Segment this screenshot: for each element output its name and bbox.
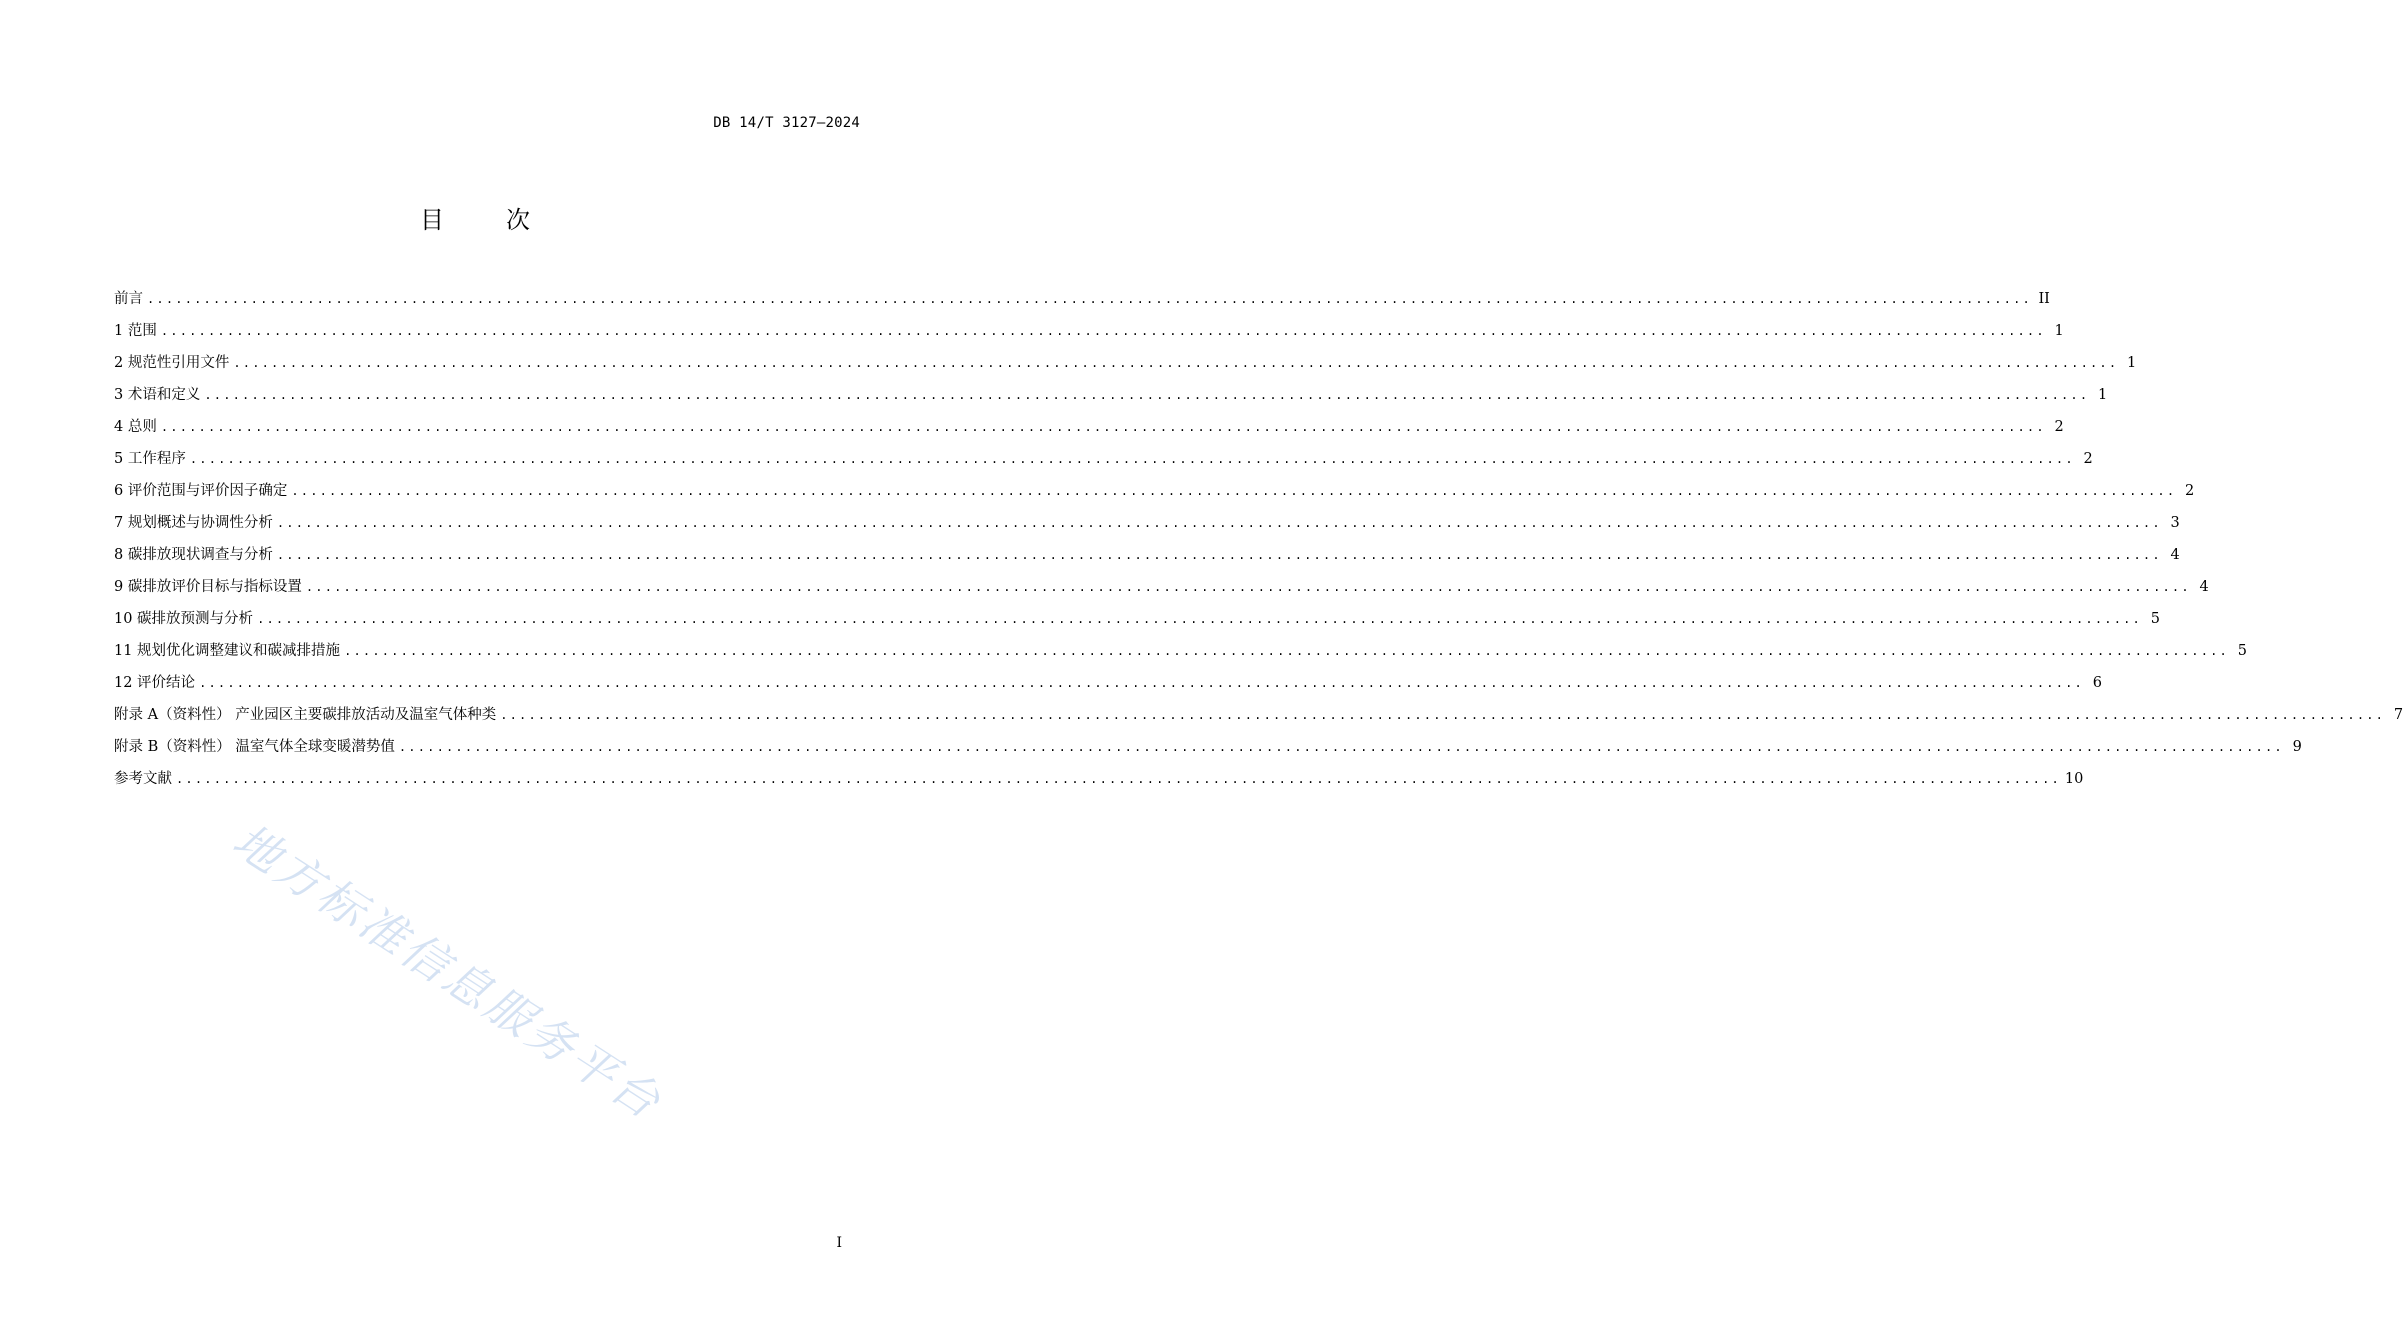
toc-dot-leader: ........................................................................................................................................................................................................ (500, 708, 2386, 722)
toc-entry[interactable] (114, 640, 2247, 672)
toc-entry-page: 2 (2083, 451, 2093, 467)
toc-entry-page: 1 (2127, 355, 2137, 371)
toc-entry[interactable] (114, 416, 2064, 448)
page-number: I (836, 1235, 842, 1251)
toc-entry-label: 1 范围 (114, 323, 157, 339)
toc-entry-label: 11 规划优化调整建议和碳减排措施 (114, 643, 341, 659)
toc-entry[interactable] (114, 768, 2084, 800)
toc-entry-page: 1 (2098, 387, 2108, 403)
toc-entry-label: 3 术语和定义 (114, 387, 201, 403)
toc-dot-leader: ........................................................................................................................................................................................................ (344, 644, 2229, 658)
toc-dot-leader: ........................................................................................................................................................................................................ (276, 548, 2162, 562)
toc-entry[interactable] (114, 288, 2050, 320)
toc-entry-label: 12 评价结论 (114, 675, 196, 691)
toc-dot-leader: ........................................................................................................................................................................................................ (291, 484, 2177, 498)
toc-entry-page: 5 (2150, 611, 2160, 627)
toc-entry-label: 前言 (114, 291, 143, 307)
toc-entry-page: 4 (2199, 579, 2209, 595)
toc-entry-label: 7 规划概述与协调性分析 (114, 515, 273, 531)
toc-dot-leader: ........................................................................................................................................................................................................ (189, 452, 2075, 466)
toc-entry[interactable] (114, 352, 2137, 384)
toc-dot-leader: ........................................................................................................................................................................................................ (147, 292, 2032, 306)
toc-entry[interactable] (114, 704, 2403, 736)
toc-entry-page: 7 (2393, 707, 2403, 723)
toc-entry[interactable] (114, 320, 2064, 352)
toc-entry[interactable] (114, 576, 2209, 608)
toc-entry-page: 3 (2170, 515, 2180, 531)
toc-dot-leader: ........................................................................................................................................................................................................ (305, 580, 2191, 594)
toc-entry-label: 9 碳排放评价目标与指标设置 (114, 579, 302, 595)
toc-entry-page: 4 (2170, 547, 2180, 563)
toc-entry-label: 参考文献 (114, 771, 172, 787)
toc-entry[interactable] (114, 384, 2108, 416)
toc-entry-label: 5 工作程序 (114, 451, 186, 467)
toc-dot-leader: ........................................................................................................................................................................................................ (160, 420, 2046, 434)
toc-dot-leader: ........................................................................................................................................................................................................ (176, 772, 2061, 786)
toc-entry-label: 2 规范性引用文件 (114, 355, 230, 371)
toc-entry-label: 附录 A（资料性） 产业园区主要碳排放活动及温室气体种类 (114, 707, 497, 723)
toc-entry[interactable] (114, 608, 2160, 640)
toc-entry-label: 附录 B（资料性） 温室气体全球变暖潜势值 (114, 739, 395, 755)
toc-entry-label: 10 碳排放预测与分析 (114, 611, 254, 627)
toc-dot-leader: ........................................................................................................................................................................................................ (233, 356, 2119, 370)
toc-entry[interactable] (114, 544, 2180, 576)
document-id: DB 14/T 3127—2024 (713, 115, 860, 131)
toc-entry-page: 10 (2064, 771, 2084, 787)
toc-entry-page: 6 (2092, 675, 2102, 691)
toc-dot-leader: ........................................................................................................................................................................................................ (276, 516, 2162, 530)
toc-entry-page: 2 (2185, 483, 2195, 499)
toc-entry[interactable] (114, 480, 2195, 512)
toc-dot-leader: ........................................................................................................................................................................................................ (204, 388, 2090, 402)
toc-entry[interactable] (114, 448, 2093, 480)
toc-entry-page: 9 (2292, 739, 2302, 755)
toc-dot-leader: ........................................................................................................................................................................................................ (257, 612, 2142, 626)
toc-entry-label: 4 总则 (114, 419, 157, 435)
table-of-contents (114, 288, 2403, 800)
toc-entry-page: 2 (2054, 419, 2064, 435)
toc-entry-label: 8 碳排放现状调查与分析 (114, 547, 273, 563)
toc-entry[interactable] (114, 672, 2102, 704)
toc-title: 目次 (420, 206, 592, 234)
toc-dot-leader: ........................................................................................................................................................................................................ (398, 740, 2284, 754)
watermark: 地方标准信息服务平台 (223, 812, 673, 1131)
toc-entry[interactable] (114, 736, 2302, 768)
toc-entry-page: II (2038, 291, 2050, 307)
toc-entry-page: 5 (2237, 643, 2247, 659)
toc-entry-page: 1 (2054, 323, 2064, 339)
toc-dot-leader: ........................................................................................................................................................................................................ (160, 324, 2046, 338)
toc-dot-leader: ........................................................................................................................................................................................................ (199, 676, 2084, 690)
toc-entry-label: 6 评价范围与评价因子确定 (114, 483, 288, 499)
toc-entry[interactable] (114, 512, 2180, 544)
